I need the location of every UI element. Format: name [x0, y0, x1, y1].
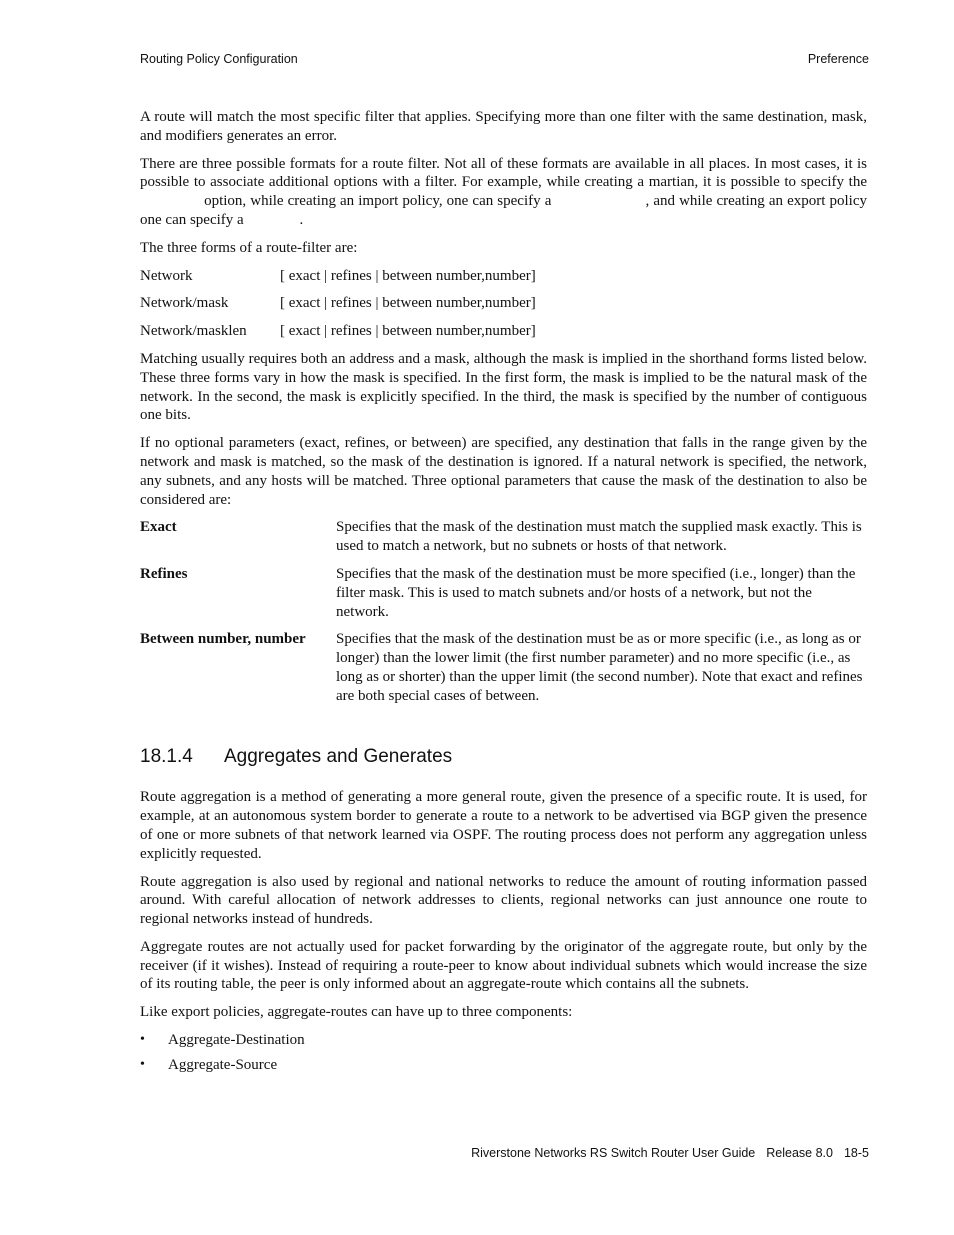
route-filter-form: Network/masklen: [140, 323, 247, 340]
paragraph-regional-networks: Route aggregation is also used by regional and national networks to reduce the amount of routing information passed around. With careful allocation of network addresses to clients, regional networks can just announce one route to regional networks instead of hundreds.: [140, 873, 867, 928]
paragraph-mask-matching: Matching usually requires both an address and a mask, although the mask is implied in the shorthand forms listed below. These three forms vary in how the mask is specified. In the first form, the mask is implied to be the natural mask of the network. In the second, the mask is explicitly specified. In the third, the mask is specified by the number of contiguous one bits.: [140, 350, 867, 424]
running-footer: [471, 1146, 869, 1160]
route-filter-options: [ exact | refines | between number,number]: [280, 295, 536, 312]
paragraph-text: , and while creating an export policy one can specify a: [140, 193, 867, 228]
paragraph-route-filter-formats: [140, 155, 867, 230]
definition-description: Specifies that the mask of the destination must match the supplied mask exactly. This is used to match a network, but no subnets or hosts of that network.: [336, 519, 862, 555]
paragraph-route-aggregation: Route aggregation is a method of generating a more general route, given the presence of a specific route. It is used, for example, at an autonomous system border to generate a route to a network to be advertised via BGP given the presence of one or more subnets of that network learned via OSPF. The routing process does not perform any aggregation unless explicitly requested.: [140, 789, 867, 862]
paragraph-filter-specificity: A route will match the most specific filter that applies. Specifying more than one filter with the same destination, mask, and modifiers generates an error.: [140, 109, 867, 144]
definition-description: Specifies that the mask of the destination must be as or more specific (i.e., as long as or longer) than the lower limit (the first number parameter) and no more specific (i.e., as long as or shorter) than the upper limit (the second number). Note that exact and refines are both special cases of between.: [336, 631, 863, 704]
route-filter-form: Network/mask: [140, 295, 229, 312]
list-item: [140, 1031, 867, 1050]
route-filter-options: [ exact | refines | between number,number]: [280, 323, 536, 340]
route-filter-forms: [140, 267, 867, 341]
route-filter-row: [140, 267, 867, 286]
paragraph-components-intro: Like export policies, aggregate-routes can have up to three components:: [140, 1004, 573, 1021]
definition-term: Exact: [140, 519, 177, 536]
route-filter-options: [ exact | refines | between number,number]: [280, 267, 536, 284]
bullet-icon: •: [140, 1056, 145, 1072]
paragraph-aggregate-forwarding: Aggregate routes are not actually used for packet forwarding by the originator of the aggregate route, but only by the receiver (if it wishes). Instead of requiring a route-peer to know about individual subnets which would increase the size of its routing table, the peer is only informed about an aggregate-route which contains all the subnets.: [140, 938, 867, 993]
section-number: 18.1.4: [140, 745, 193, 767]
section-title: Aggregates and Generates: [224, 745, 453, 767]
list-item-text: Aggregate-Destination: [168, 1032, 305, 1049]
paragraph-text: .: [299, 211, 304, 228]
footer-page-number: 18-5: [843, 1146, 869, 1160]
paragraph-optional-parameters: If no optional parameters (exact, refines, or between) are specified, any destination that falls in the range given by the network and mask is matched, so the mask of the destination is ignored. If a natural network is specified, the network, any subnets, and any hosts will be matched. Three optional parameters that cause the mask of the destination to also be considered are:: [140, 435, 867, 508]
route-filter-form: Network: [140, 267, 193, 284]
list-item-text: Aggregate-Source: [168, 1056, 278, 1073]
footer-release: Release 8.0: [766, 1146, 833, 1160]
definition-row: [140, 518, 867, 556]
paragraph-text: option, while creating an import policy, one can specify a: [204, 193, 552, 210]
paragraph-text: There are three possible formats for a route filter. Not all of these formats are available in all places. In most cases, it is possible to associate additional options with a filter. For example, while creating a martian, it is possible to specify the: [140, 155, 867, 191]
component-list: [140, 1031, 867, 1075]
footer-guide-title: Riverstone Networks RS Switch Router User Guide: [471, 1146, 756, 1160]
definition-row: [140, 565, 867, 621]
route-filter-row: [140, 322, 867, 341]
running-header-section: Preference: [807, 52, 869, 66]
definition-term: Refines: [140, 565, 188, 582]
page-body: [140, 108, 867, 1081]
definition-description: Specifies that the mask of the destination must be more specified (i.e., longer) than the filter mask. This is used to match subnets and/or hosts of a network, but not the network.: [336, 565, 856, 620]
definition-row: [140, 630, 867, 705]
definition-list: [140, 518, 867, 705]
section-heading: [140, 745, 867, 767]
route-filter-row: [140, 294, 867, 313]
paragraph-forms-intro: The three forms of a route-filter are:: [140, 239, 358, 256]
definition-term: Between number, number: [140, 631, 306, 648]
running-header-chapter: Routing Policy Configuration: [140, 52, 298, 66]
bullet-icon: •: [140, 1032, 145, 1048]
list-item: [140, 1056, 867, 1075]
